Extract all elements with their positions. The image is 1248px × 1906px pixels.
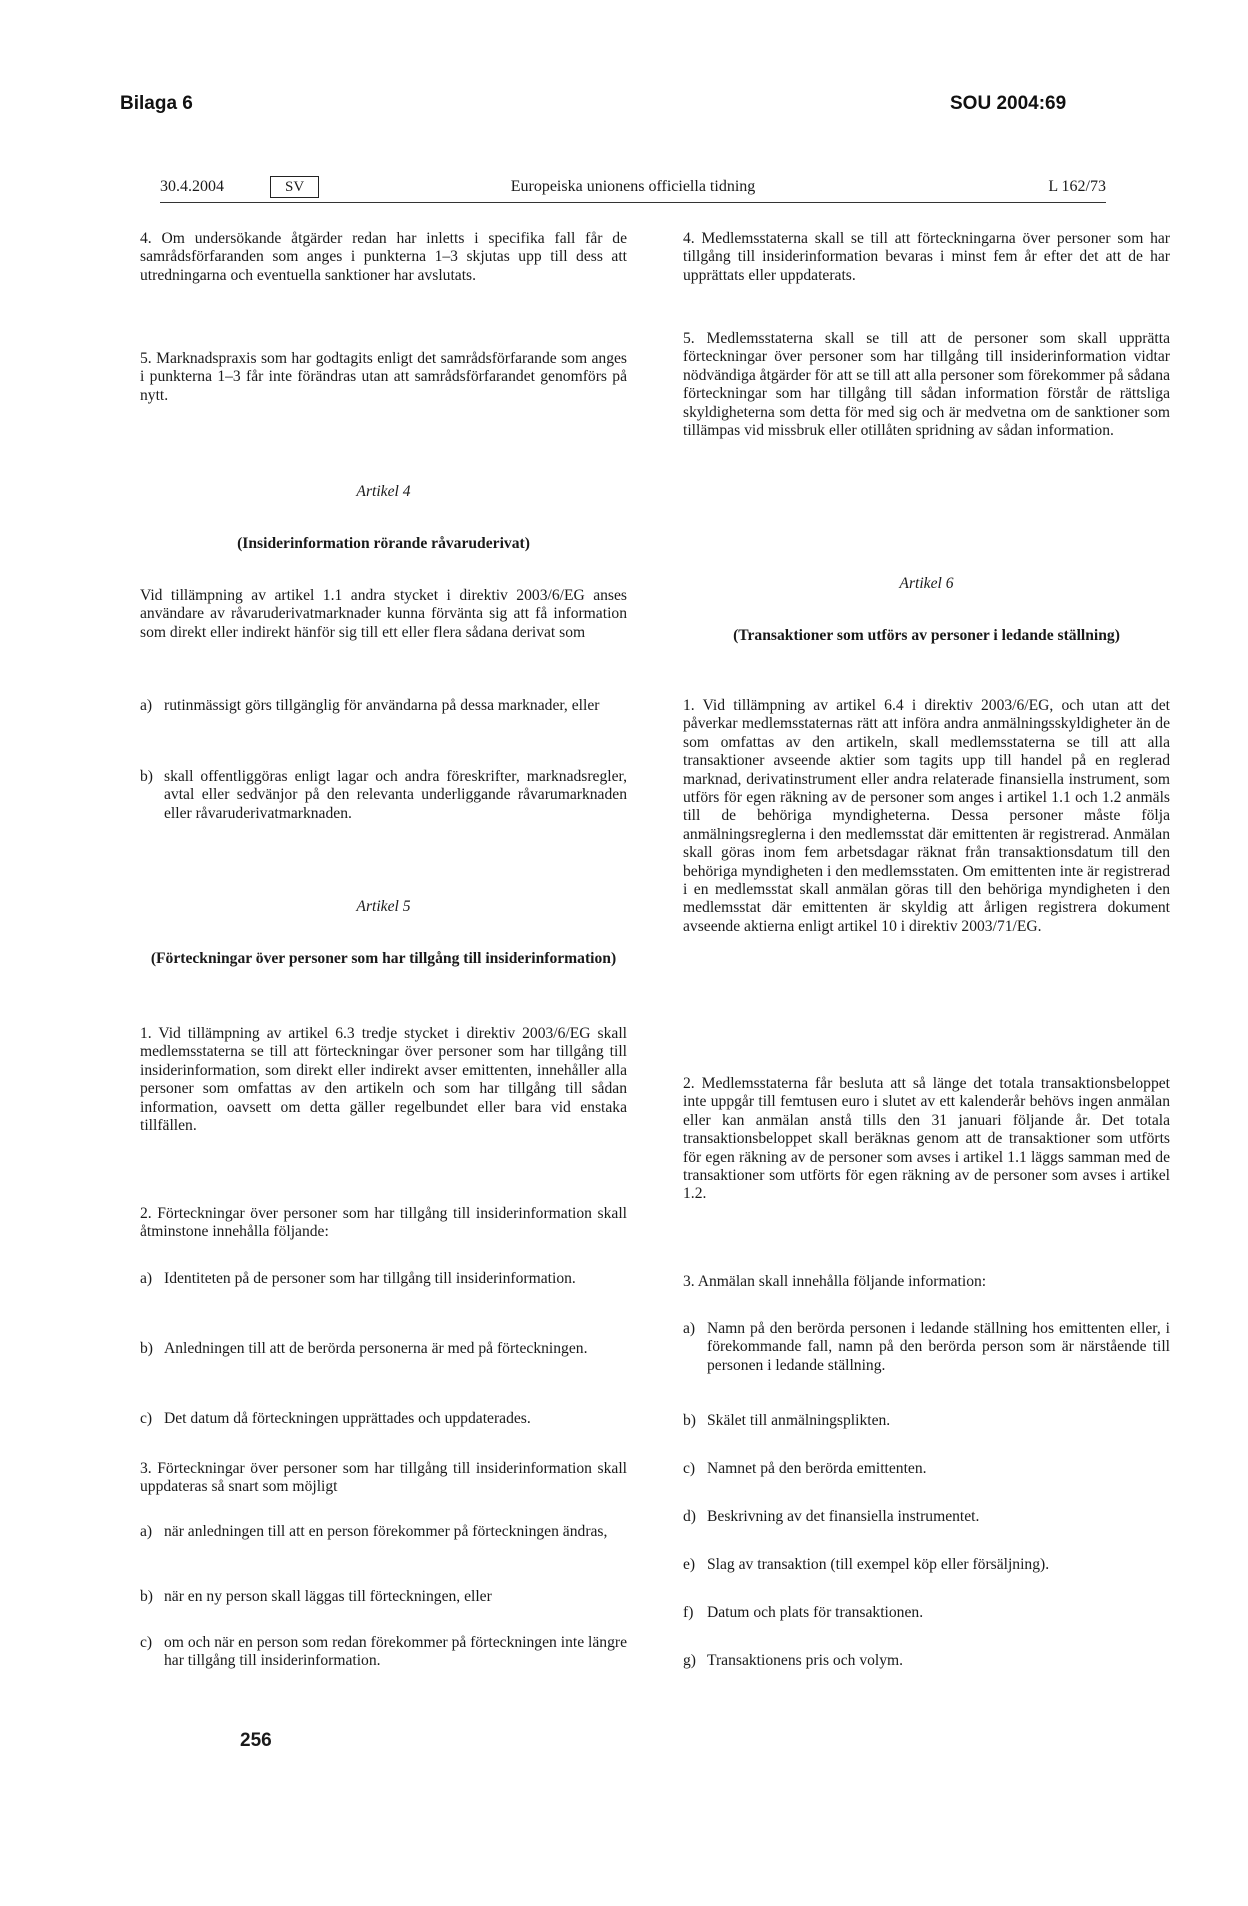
- list-item: [140, 1634, 627, 1671]
- list-item: [683, 1556, 1170, 1574]
- list-text: Transaktionens pris och volym.: [707, 1652, 904, 1669]
- article-5-title: (Förteckningar över personer som har tillgång till insiderinformation): [150, 950, 617, 967]
- list-label: b): [140, 768, 153, 785]
- list-label: f): [683, 1604, 694, 1621]
- list-item: [683, 1412, 1170, 1430]
- list-label: e): [683, 1556, 696, 1573]
- list-item: [140, 1410, 627, 1428]
- article-6-paragraph-2: 2. Medlemsstaterna får besluta att så länge det totala transaktionsbeloppet inte uppgår till femtusen euro i slutet av ett kalenderår behövs ingen anmälan eller kan anmälan anstå tills den 31 januari följande år. Det totala transaktionsbeloppet skall beräknas genom att de transaktioner som utförts för egen räkning av de personer som avses i artikel 1.1 läggs samman med de transaktioner som utförts för egen räkning av de personer som avses i artikel 1.2.: [683, 1075, 1170, 1203]
- article-4-intro: Vid tillämpning av artikel 1.1 andra stycket i direktiv 2003/6/EG anses användare av råvaruderivatmarknader kunna förvänta sig att få information som direkt eller indirekt hänför sig till ett eller flera sådana derivat som: [140, 587, 627, 641]
- header-rule: [160, 202, 1106, 203]
- page-number: 256: [240, 1730, 272, 1751]
- annex-label: Bilaga 6: [120, 93, 193, 114]
- list-label: b): [140, 1588, 153, 1605]
- list-text: Det datum då förteckningen upprättades och uppdaterades.: [164, 1410, 531, 1427]
- list-label: a): [683, 1320, 696, 1337]
- list-text: skall offentliggöras enligt lagar och andra föreskrifter, marknadsregler, avtal eller sedvänjor på den relevanta underliggande råvarumarknaden eller råvaruderivatmarknaden.: [164, 768, 627, 822]
- article-4-label: Artikel 4: [356, 483, 411, 500]
- list-text: Identiteten på de personer som har tillgång till insiderinformation.: [164, 1270, 576, 1287]
- article-6-paragraph-3: 3. Anmälan skall innehålla följande information:: [683, 1273, 987, 1290]
- list-label: b): [140, 1340, 153, 1357]
- list-item: [683, 1460, 1170, 1478]
- list-text: när en ny person skall läggas till förteckningen, eller: [164, 1588, 492, 1605]
- article-5-paragraph-3: 3. Förteckningar över personer som har tillgång till insiderinformation skall uppdateras så snart som möjligt: [140, 1460, 627, 1496]
- paragraph-4: 4. Om undersökande åtgärder redan har inletts i specifika fall får de samrådsförfaranden som anges i punkterna 1–3 skjutas upp till dess att utredningarna och eventuella sanktioner har avslutats.: [140, 230, 627, 284]
- list-text: när anledningen till att en person förekommer på förteckningen ändras,: [164, 1523, 608, 1540]
- sou-reference: SOU 2004:69: [950, 93, 1067, 114]
- article-6-label: Artikel 6: [899, 575, 954, 592]
- list-item: [683, 1508, 1170, 1526]
- list-label: c): [683, 1460, 696, 1477]
- list-item: [140, 1523, 627, 1541]
- article-5-paragraph-1: 1. Vid tillämpning av artikel 6.3 tredje stycket i direktiv 2003/6/EG skall medlemsstaterna se till att förteckningar över personer som har tillgång till insiderinformation, som direkt eller indirekt avser emittenten, innehåller alla personer som omfattas av den artikeln och som har tillgång till sådan information, oavsett om detta gäller regelbundet eller bara vid enstaka tillfällen.: [140, 1025, 627, 1135]
- list-text: Skälet till anmälningsplikten.: [707, 1412, 891, 1429]
- paragraph-5: 5. Medlemsstaterna skall se till att de personer som skall upprätta förteckningar över personer som har tillgång till insiderinformation vidtar nödvändiga åtgärder för att se till att alla personer som förekommer på sådana förteckningar som har tillgång till sådan information förstår de rättsliga skyldigheterna som detta för med sig och är medvetna om de sanktioner som tillämpas vid missbruk eller otillåten spridning av sådan information.: [683, 330, 1170, 440]
- list-text: om och när en person som redan förekommer på förteckningen inte längre har tillgång till insiderinformation.: [164, 1634, 627, 1670]
- list-label: b): [683, 1412, 696, 1429]
- journal-date: 30.4.2004: [160, 178, 224, 195]
- list-text: Anledningen till att de berörda personerna är med på förteckningen.: [164, 1340, 588, 1357]
- list-label: c): [140, 1410, 153, 1427]
- article-6-paragraph-1: 1. Vid tillämpning av artikel 6.4 i direktiv 2003/6/EG, och utan att det påverkar medlemsstaternas rätt att införa andra anmälningsskyldigheter än de som omfattas av den artikeln, skall medlemsstaterna se till att alla transaktioner avseende aktier som tagits upp till handel på en reglerad marknad, derivatinstrument eller andra relaterade finansiella instrument, som utförs för egen räkning av de personer som anges i artikel 1.1 och 1.2 anmäls till de behöriga myndigheterna. Dessa personer måste följa anmälningsreglerna i den medlemsstat där emittenten är registrerad. Anmälan skall göras inom fem arbetsdagar räknat från transaktionsdatum till den behöriga myndigheten i den medlemsstaten. Om emittenten inte är registrerad i en medlemsstat skall anmälan göras till den behöriga myndigheten i den medlemsstat där emittenten är skyldig att årligen registrera dokument avseende aktierna enligt artikel 10 i direktiv 2003/71/EG.: [683, 697, 1170, 935]
- article-5-label: Artikel 5: [356, 898, 411, 915]
- list-label: a): [140, 1523, 153, 1540]
- list-label: a): [140, 1270, 153, 1287]
- list-item: [140, 697, 627, 715]
- list-label: g): [683, 1652, 696, 1669]
- list-text: Namn på den berörda personen i ledande ställning hos emittenten eller, i förekommande fall, namn på den berörda person som är närstående till personen i ledande ställning.: [707, 1320, 1170, 1374]
- list-item: [140, 1270, 627, 1288]
- journal-reference: L 162/73: [1048, 178, 1106, 195]
- list-text: Namnet på den berörda emittenten.: [707, 1460, 927, 1477]
- list-item: [683, 1604, 1170, 1622]
- language-code: SV: [270, 176, 319, 198]
- list-text: rutinmässigt görs tillgänglig för användarna på dessa marknader, eller: [164, 697, 600, 714]
- list-item: [683, 1652, 1170, 1670]
- journal-title: Europeiska unionens officiella tidning: [510, 178, 756, 195]
- article-6-title: (Transaktioner som utförs av personer i ledande ställning): [733, 627, 1120, 644]
- list-item: [683, 1320, 1170, 1375]
- list-item: [140, 768, 627, 823]
- journal-header: [160, 178, 1106, 200]
- article-5-paragraph-2: 2. Förteckningar över personer som har tillgång till insiderinformation skall åtminstone innehålla följande:: [140, 1205, 627, 1241]
- article-4-title: (Insiderinformation rörande råvaruderivat): [237, 535, 530, 552]
- list-label: d): [683, 1508, 696, 1525]
- list-item: [140, 1588, 627, 1606]
- list-text: Datum och plats för transaktionen.: [707, 1604, 924, 1621]
- list-item: [140, 1340, 627, 1358]
- list-label: c): [140, 1634, 153, 1651]
- list-text: Beskrivning av det finansiella instrumentet.: [707, 1508, 980, 1525]
- list-text: Slag av transaktion (till exempel köp eller försäljning).: [707, 1556, 1050, 1573]
- paragraph-4: 4. Medlemsstaterna skall se till att förteckningarna över personer som har tillgång till insiderinformation bevaras i minst fem år efter det att de har upprättats eller uppdaterats.: [683, 230, 1170, 284]
- list-label: a): [140, 697, 153, 714]
- paragraph-5: 5. Marknadspraxis som har godtagits enligt det samrådsförfarande som anges i punkterna 1–3 får inte förändras utan att samrådsförfarandet genomförs på nytt.: [140, 350, 627, 404]
